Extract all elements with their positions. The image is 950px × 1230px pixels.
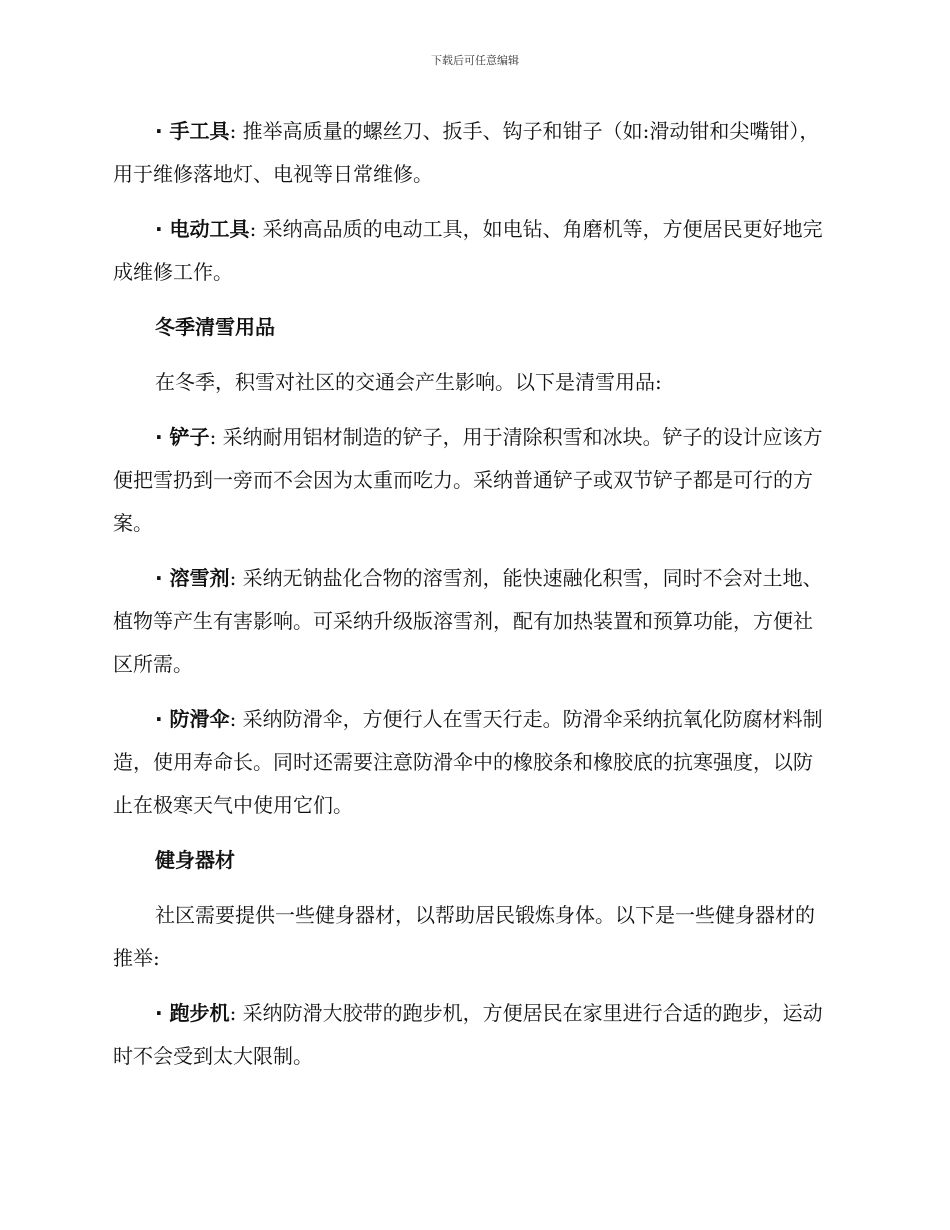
section-intro-fitness: 社区需要提供一些健身器材，以帮助居民锻炼身体。以下是一些健身器材的推举:: [113, 903, 815, 970]
list-item-power-tools: [113, 208, 831, 294]
section-heading-winter-snow: 冬季清雪用品: [155, 315, 275, 339]
list-item-anti-slip-umbrella: [113, 698, 831, 827]
item-text: 推举高质量的螺丝刀、扳手、钩子和钳子（如:滑动钳和尖嘴钳），用于维修落地灯、电视等日常维修。: [113, 119, 820, 186]
item-text: 采纳无钠盐化合物的溶雪剂，能快速融化积雪，同时不会对土地、植物等产生有害影响。可采纳升级版溶雪剂，配有加热装置和预算功能，方便社区所需。: [113, 566, 823, 676]
list-item-treadmill: [113, 992, 831, 1078]
item-term: · 铲子: [155, 425, 210, 449]
item-term: · 跑步机: [155, 1001, 230, 1025]
item-separator: :: [229, 1001, 243, 1025]
page-header: 下载后可任意编辑: [431, 54, 519, 67]
item-separator: :: [249, 217, 263, 241]
item-text: 采纳高品质的电动工具，如电钻、角磨机等，方便居民更好地完成维修工作。: [113, 217, 823, 284]
list-item-shovel: [113, 416, 831, 545]
item-term: · 电动工具: [155, 217, 250, 241]
item-text: 采纳防滑大胶带的跑步机，方便居民在家里进行合适的跑步，运动时不会受到太大限制。: [113, 1001, 823, 1068]
item-separator: :: [229, 566, 243, 590]
document-body: [113, 110, 831, 1090]
item-separator: :: [209, 425, 223, 449]
item-separator: :: [229, 707, 243, 731]
list-item-snow-melt: [113, 557, 831, 686]
section-heading-fitness: 健身器材: [155, 848, 235, 872]
item-text: 采纳防滑伞，方便行人在雪天行走。防滑伞采纳抗氧化防腐材料制造，使用寿命长。同时还需要注意防滑伞中的橡胶条和橡胶底的抗寒强度，以防止在极寒天气中使用它们。: [113, 707, 823, 817]
item-term: · 手工具: [155, 119, 230, 143]
section-intro-winter-snow: 在冬季，积雪对社区的交通会产生影响。以下是清雪用品:: [155, 370, 662, 394]
item-term: · 防滑伞: [155, 707, 230, 731]
item-text: 采纳耐用铝材制造的铲子，用于清除积雪和冰块。铲子的设计应该方便把雪扔到一旁而不会因为太重而吃力。采纳普通铲子或双节铲子都是可行的方案。: [113, 425, 823, 535]
item-separator: :: [229, 119, 243, 143]
list-item-hand-tools: [113, 110, 831, 196]
item-term: · 溶雪剂: [155, 566, 230, 590]
